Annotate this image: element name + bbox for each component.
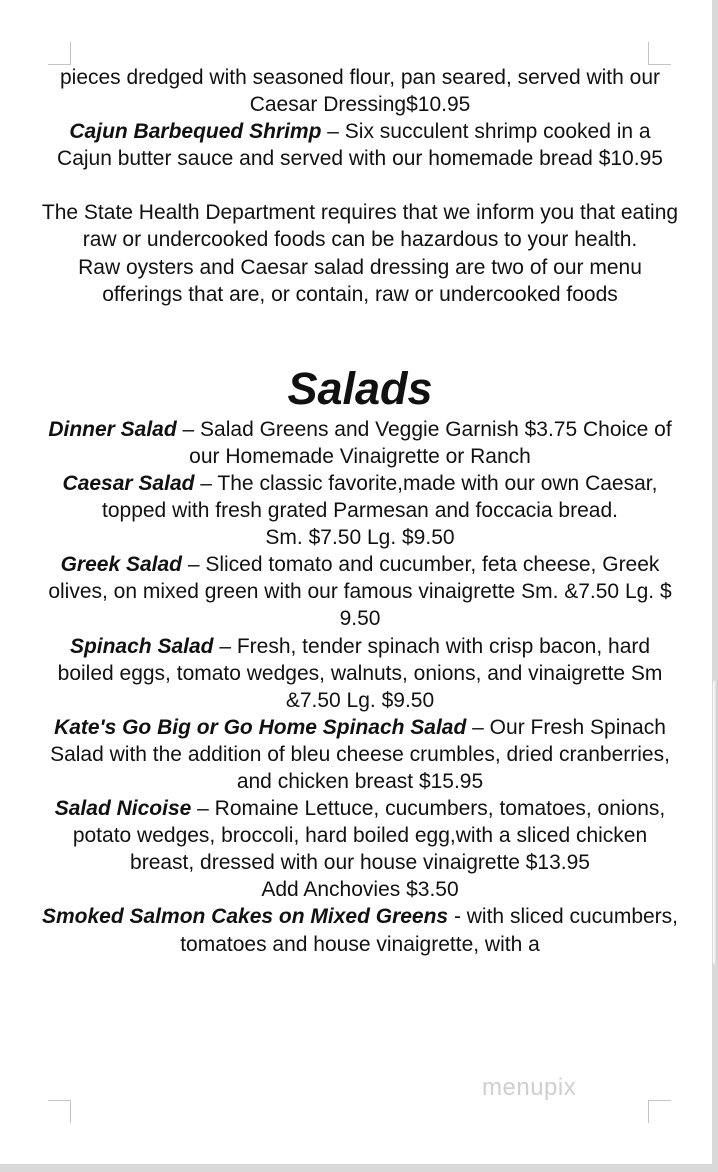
crop-mark-bottom-left bbox=[48, 1100, 71, 1123]
item-description: – Romaine Lettuce, cucumbers, tomatoes, onions, potato wedges, broccoli, hard boiled egg,with a sliced chicken breast, dressed with our house vinaigrette $13.95 bbox=[72, 797, 666, 875]
menu-item-kates-spinach-salad bbox=[40, 714, 680, 795]
item-price: Sm. $7.50 Lg. $9.50 bbox=[265, 526, 455, 550]
health-notice: The State Health Department requires that we inform you that eating raw or undercooked foods can be hazardous to your health. bbox=[41, 201, 679, 252]
watermark-logo: menupix bbox=[482, 1074, 577, 1101]
item-description: – Salad Greens and Veggie Garnish $3.75 Choice of our Homemade Vinaigrette or Ranch bbox=[176, 417, 672, 468]
menu-item-caesar-salad bbox=[40, 470, 680, 524]
menu-item-smoked-salmon-cakes bbox=[40, 903, 680, 957]
item-name: Caesar Salad bbox=[62, 471, 195, 495]
item-name: Smoked Salmon Cakes on Mixed Greens bbox=[41, 905, 449, 929]
item-description: – Our Fresh Spinach Salad with the addition of bleu cheese crumbles, dried cranberries, and chicken breast $15.95 bbox=[50, 715, 670, 793]
item-name: Dinner Salad bbox=[48, 417, 177, 441]
menu-item-greek-salad bbox=[40, 551, 680, 632]
crop-mark-bottom-right bbox=[648, 1100, 671, 1123]
item-description: – Sliced tomato and cucumber, feta cheese, Greek olives, on mixed green with our famous vinaigrette Sm. &7.50 Lg. $ 9.50 bbox=[48, 553, 672, 631]
item-description: – Fresh, tender spinach with crisp bacon, hard boiled eggs, tomato wedges, walnuts, onions, and vinaigrette Sm &7.50 Lg. $9.50 bbox=[57, 634, 663, 712]
menu-item-spinach-salad bbox=[40, 633, 680, 714]
crop-mark-top-right bbox=[648, 42, 671, 65]
item-addon: Add Anchovies $3.50 bbox=[261, 878, 459, 902]
item-description: – The classic favorite,made with our own Caesar, topped with fresh grated Parmesan and foccacia bread. bbox=[102, 471, 658, 523]
raw-food-notice: Raw oysters and Caesar salad dressing are two of our menu offerings that are, or contain, raw or undercooked foods bbox=[78, 255, 642, 306]
item-name: Greek Salad bbox=[60, 553, 182, 577]
section-heading-salads: Salads bbox=[287, 362, 433, 414]
item-name: Spinach Salad bbox=[69, 634, 214, 658]
appetizer-continued: pieces dredged with seasoned flour, pan seared, served with our Caesar Dressing$10.95 bbox=[59, 66, 661, 117]
menu-content bbox=[40, 64, 680, 958]
item-name: Kate's Go Big or Go Home Spinach Salad bbox=[54, 715, 467, 739]
item-name: Salad Nicoise bbox=[54, 797, 192, 821]
item-description: - with sliced cucumbers, tomatoes and house vinaigrette, with a bbox=[180, 905, 679, 956]
crop-mark-top-left bbox=[48, 42, 71, 65]
menu-item-salad-nicoise bbox=[40, 795, 680, 876]
item-description: – Six succulent shrimp cooked in a Cajun butter sauce and served with our homemade bread $10.95 bbox=[57, 120, 663, 171]
item-name: Cajun Barbequed Shrimp bbox=[69, 120, 322, 144]
menu-item-dinner-salad bbox=[40, 416, 680, 470]
page-curl-edge bbox=[713, 680, 718, 965]
menu-item-cajun-shrimp bbox=[40, 118, 680, 172]
